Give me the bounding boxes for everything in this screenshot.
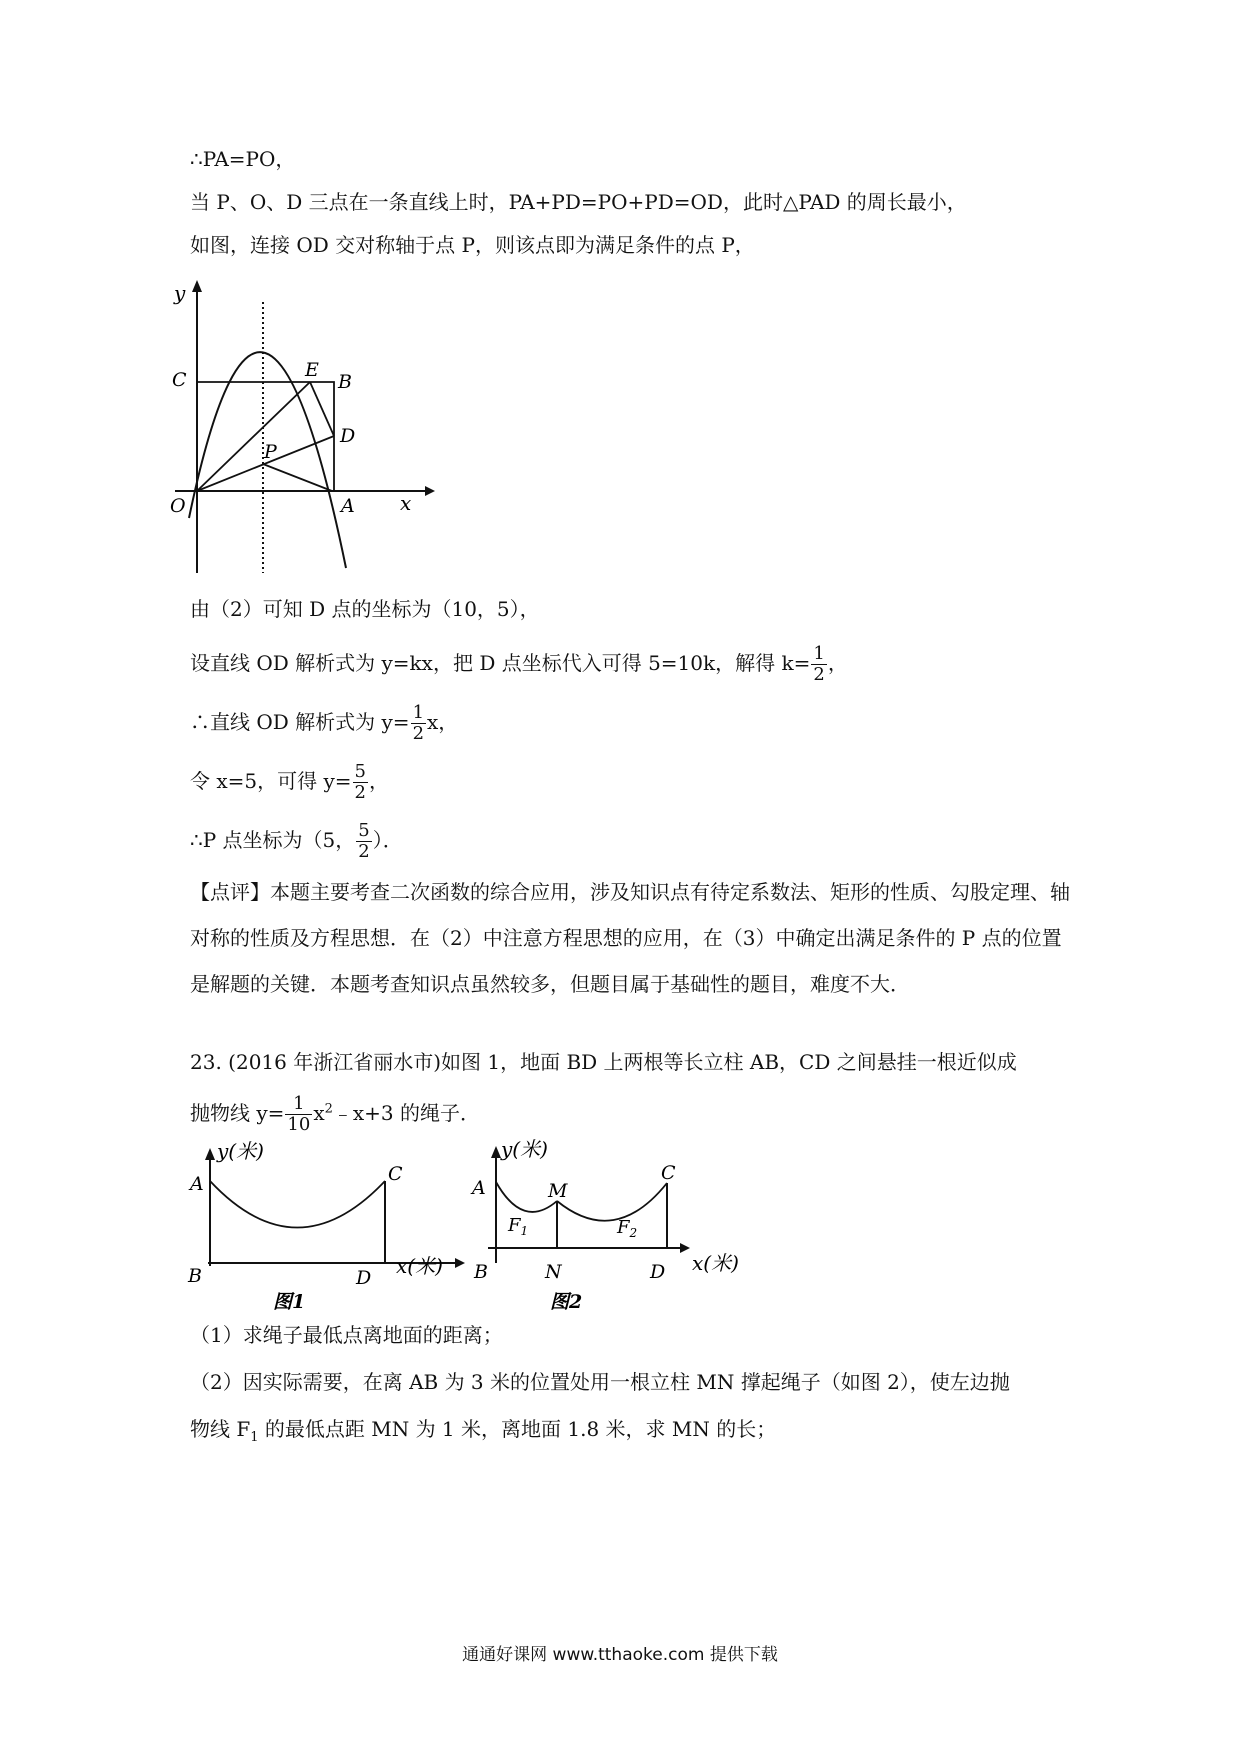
fig1-label-d: D bbox=[356, 1267, 372, 1289]
fig1-x-arrow-icon bbox=[455, 1258, 465, 1268]
fraction-five-half: $\frac{5}{2}$ bbox=[354, 761, 366, 803]
fig2-label-x: x(米) bbox=[692, 1251, 739, 1275]
label-e: E bbox=[305, 359, 319, 381]
label-b: B bbox=[338, 371, 352, 393]
line-pa-po: ∴PA=PO， bbox=[190, 147, 296, 171]
x-axis-arrow-icon bbox=[425, 486, 435, 496]
fig2-x-arrow-icon bbox=[680, 1243, 690, 1253]
fraction-one-tenth: $\frac{1}{10}$ bbox=[287, 1093, 311, 1135]
review-paragraph: 【点评】本题主要考查二次函数的综合应用，涉及知识点有待定系数法、矩形的性质、勾股定理、轴对称的性质及方程思想．在（2）中注意方程思想的应用，在（3）中确定出满足条件的 P 点的位置是解题的关键．本题考查知识点虽然较多，但题目属于基础性的题目，难度不大． bbox=[190, 880, 1070, 996]
line-let-x5-text: 令 x=5，可得 y= bbox=[190, 769, 352, 793]
fig2-label-f1: $F_1$ bbox=[508, 1215, 529, 1238]
label-c: C bbox=[172, 369, 187, 391]
part-1: （1）求绳子最低点离地面的距离； bbox=[190, 1323, 503, 1347]
fig1-caption: 图1 bbox=[273, 1291, 306, 1313]
line-connect-od: 如图，连接 OD 交对称轴于点 P，则该点即为满足条件的点 P， bbox=[190, 233, 755, 257]
line-solve-k-text: 设直线 OD 解析式为 y=kx，把 D 点坐标代入可得 5=10k，解得 k= bbox=[190, 651, 811, 675]
question-23-formula: 抛物线 y= $\frac{1}{10}$ $x^2﹣x+3$ 的绳子． bbox=[190, 1093, 481, 1135]
label-o: O bbox=[170, 495, 186, 517]
line-p-coordinate: ∴P 点坐标为（5， $\frac{5}{2}$ ）． bbox=[190, 820, 403, 862]
fig2-caption: 图2 bbox=[550, 1291, 583, 1313]
fig2-label-n: N bbox=[545, 1261, 562, 1283]
line-d-coordinate: 由（2）可知 D 点的坐标为（10，5）， bbox=[190, 597, 540, 621]
segment-oe bbox=[197, 382, 310, 491]
fraction-half: $\frac{1}{2}$ bbox=[813, 643, 825, 685]
label-d: D bbox=[340, 425, 356, 447]
fig2-label-a: A bbox=[472, 1177, 486, 1199]
fig2-label-c: C bbox=[661, 1162, 676, 1184]
fig2-rope-f2 bbox=[557, 1183, 667, 1221]
line-od-equation-text: ∴直线 OD 解析式为 y= bbox=[190, 710, 410, 734]
fraction-five-half-2: $\frac{5}{2}$ bbox=[358, 820, 370, 862]
line-od-equation: ∴直线 OD 解析式为 y= $\frac{1}{2}$ x， bbox=[190, 702, 459, 744]
fig1-label-c: C bbox=[388, 1163, 403, 1185]
label-a: A bbox=[341, 495, 355, 517]
fig1-label-x: x(米) bbox=[396, 1254, 443, 1278]
fraction-half-2: $\frac{1}{2}$ bbox=[412, 702, 425, 744]
page-footer: 通通好课网 www.tthaoke.com 提供下载 bbox=[462, 1645, 778, 1665]
y-axis-arrow-icon bbox=[192, 280, 202, 292]
rope-figures bbox=[180, 1138, 860, 1316]
label-y: y bbox=[174, 281, 186, 305]
line-solve-k: 设直线 OD 解析式为 y=kx，把 D 点坐标代入可得 5=10k，解得 k= $\frac{1}{2}$ ， bbox=[190, 643, 848, 685]
fig2-label-y: y(米) bbox=[501, 1138, 548, 1161]
fig2-label-b: B bbox=[474, 1261, 488, 1283]
line-collinear: 当 P、O、D 三点在一条直线上时，PA+PD=PO+PD=OD，此时△PAD 的周长最小， bbox=[190, 190, 967, 214]
question-23: 23. (2016 年浙江省丽水市)如图 1，地面 BD 上两根等长立柱 AB，CD 之间悬挂一根近似成 bbox=[190, 1050, 1017, 1074]
line-p-coordinate-text: ∴P 点坐标为（5， bbox=[190, 828, 356, 852]
parabola-figure bbox=[160, 278, 460, 578]
part-2-cont: 物线 $F_1$ 的最低点距 MN 为 1 米，离地面 1.8 米，求 MN 的长； bbox=[190, 1417, 777, 1445]
segment-ed bbox=[310, 382, 334, 436]
fig2-y-arrow-icon bbox=[491, 1146, 501, 1158]
label-p: P bbox=[264, 441, 277, 463]
fig1-label-b: B bbox=[188, 1265, 202, 1287]
fig1-y-arrow-icon bbox=[205, 1148, 215, 1160]
label-x: x bbox=[400, 491, 412, 515]
fig2-label-f2: $F_2$ bbox=[617, 1217, 638, 1240]
fig2-label-m: M bbox=[548, 1180, 568, 1202]
figure-2 bbox=[470, 1138, 739, 1313]
figure-1 bbox=[187, 1139, 465, 1313]
fig1-rope bbox=[210, 1181, 385, 1228]
fig2-label-d: D bbox=[650, 1261, 666, 1283]
fig1-label-y: y(米) bbox=[217, 1139, 264, 1163]
part-2: （2）因实际需要，在离 AB 为 3 米的位置处用一根立柱 MN 撑起绳子（如图 2），使左边抛 bbox=[190, 1370, 1010, 1394]
fig1-label-a: A bbox=[190, 1173, 204, 1195]
line-let-x5: 令 x=5，可得 y= $\frac{5}{2}$ ， bbox=[190, 761, 389, 803]
